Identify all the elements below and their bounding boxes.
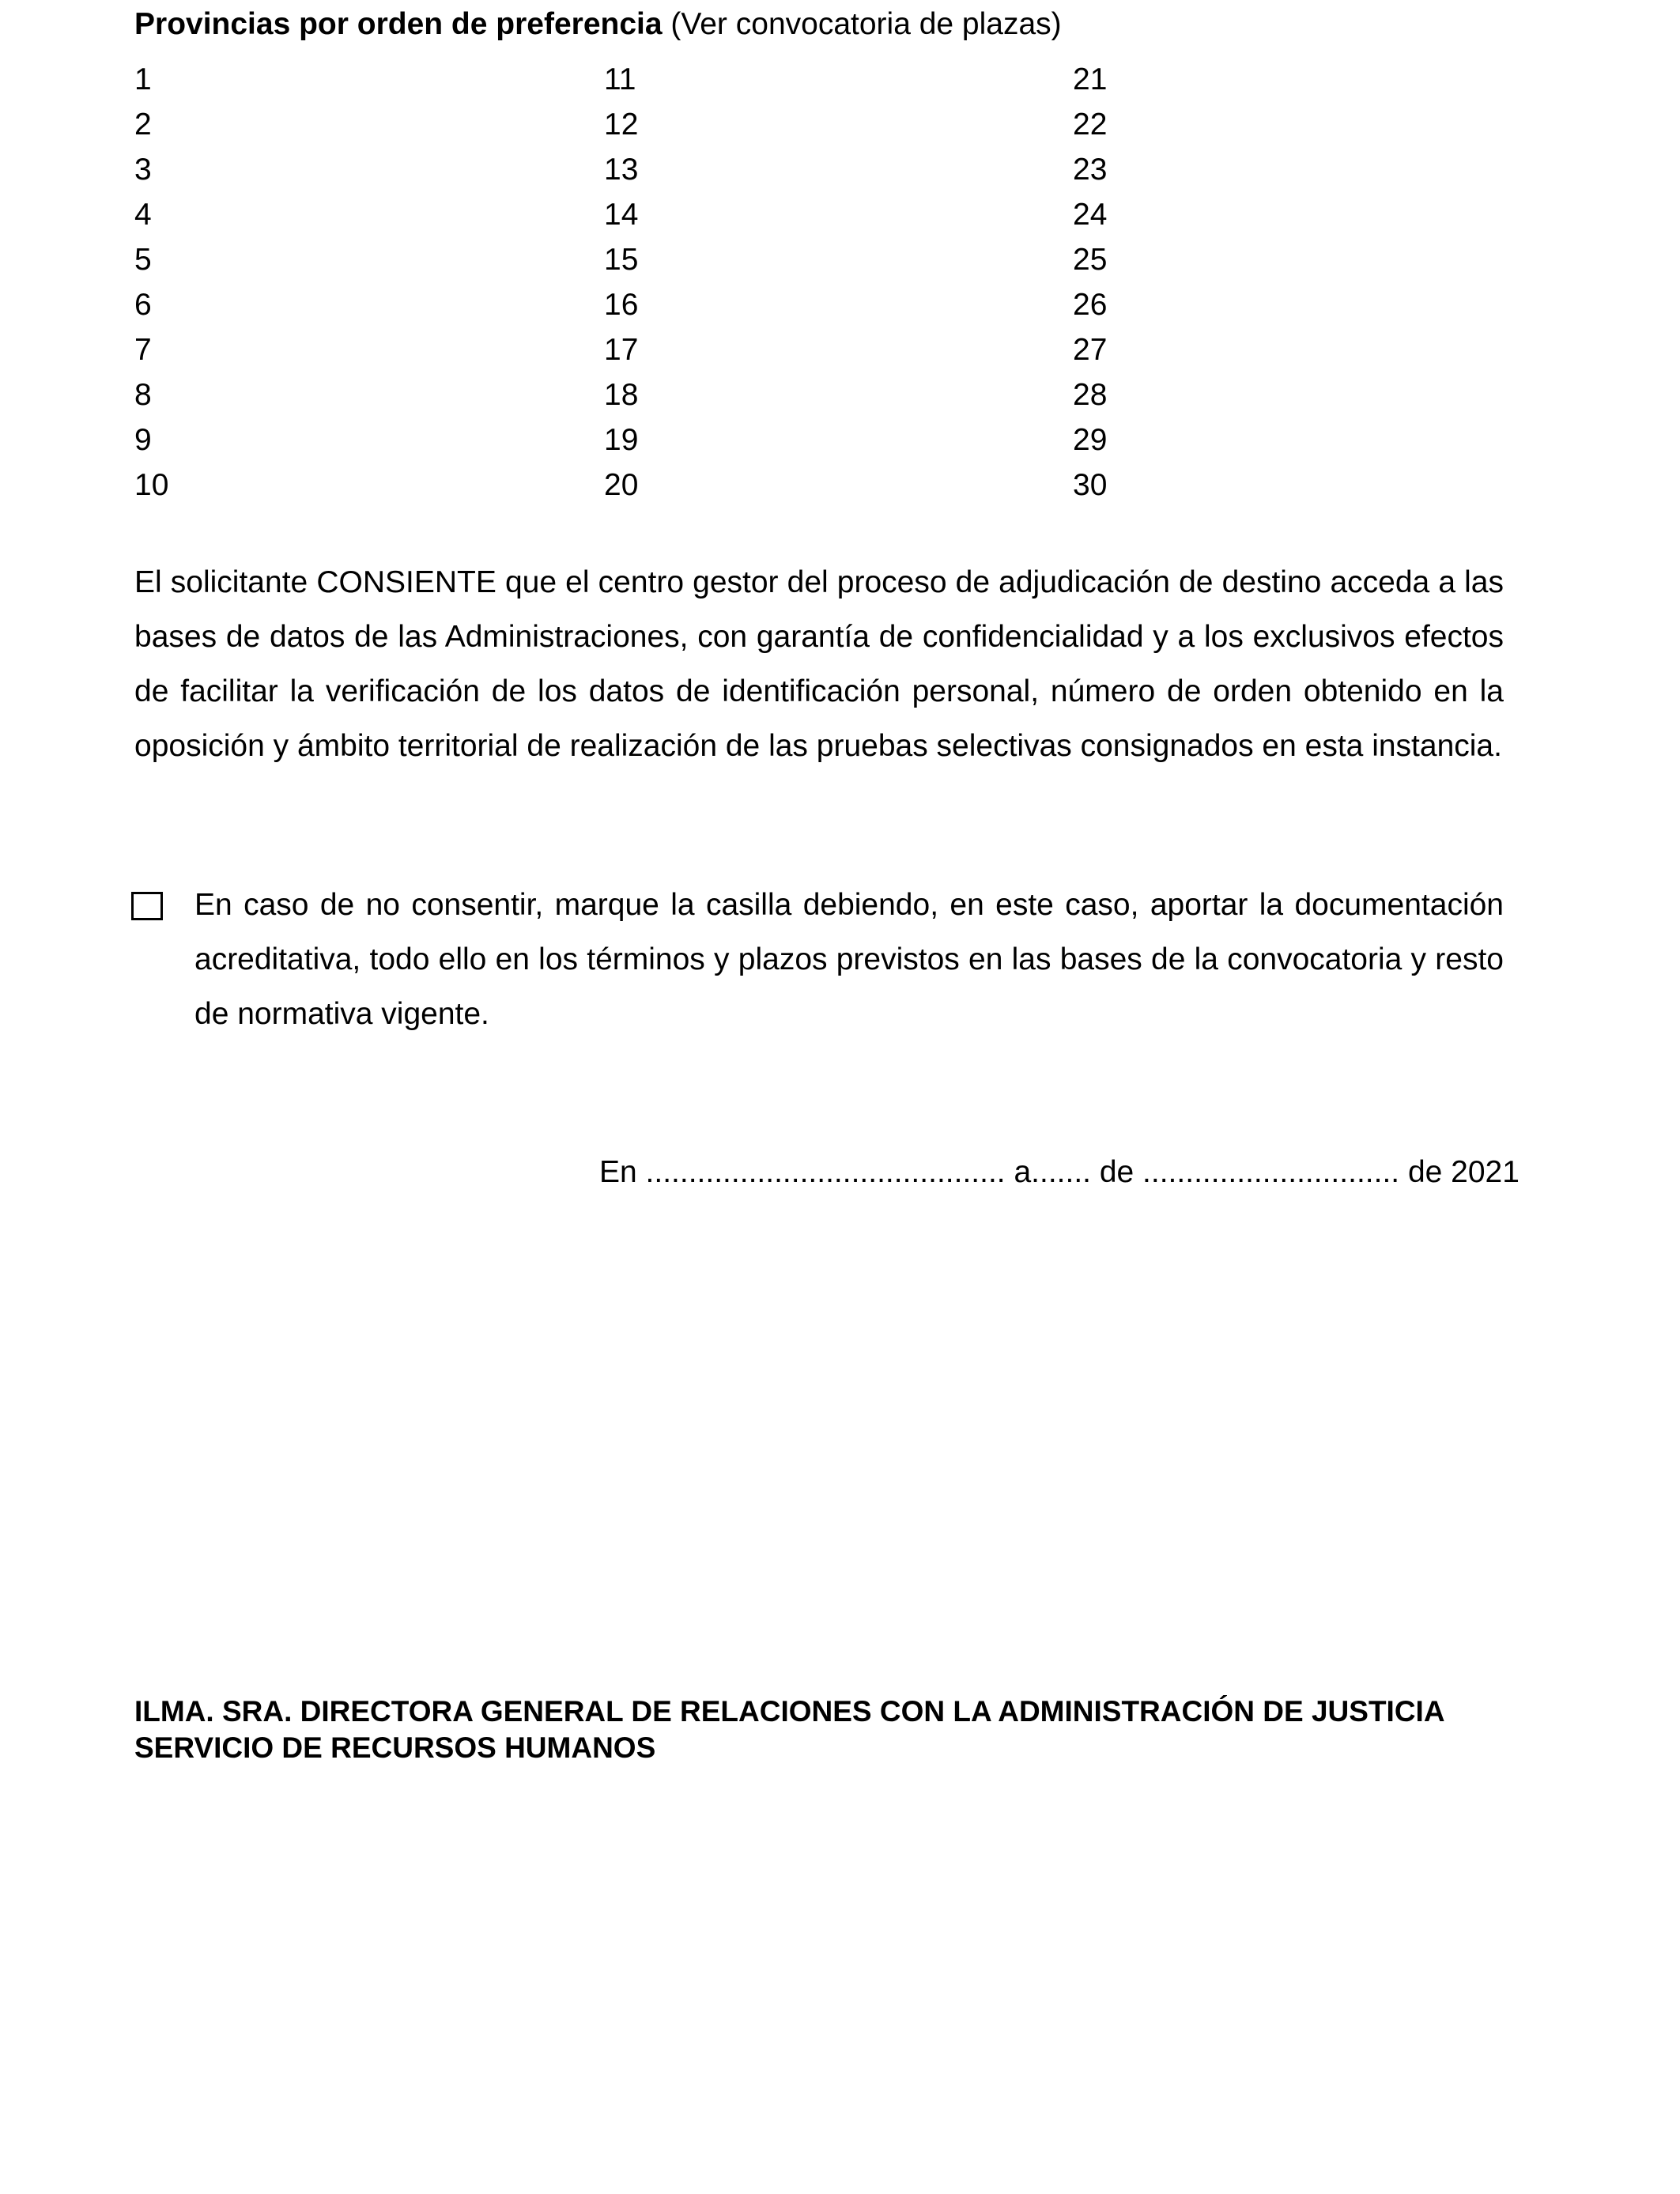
preference-number: 7 [134,333,152,367]
preference-number: 5 [134,243,152,277]
preference-number: 23 [1073,153,1108,187]
preference-number: 21 [1073,62,1108,96]
preference-number: 11 [604,62,636,96]
preference-number: 18 [604,378,639,412]
provinces-heading-note: (Ver convocatoria de plazas) [662,7,1062,41]
preference-number: 1 [134,62,152,96]
provinces-heading [134,5,1062,44]
preference-number: 25 [1073,243,1108,277]
preference-number: 3 [134,153,152,187]
preference-number: 22 [1073,108,1108,142]
recipient-line-2: SERVICIO DE RECURSOS HUMANOS [134,1731,656,1764]
preference-number: 4 [134,198,152,232]
preference-number: 30 [1073,468,1108,502]
consent-paragraph: El solicitante CONSIENTE que el centro gestor del proceso de adjudicación de destino acceda a las bases de datos de las Administraciones, con garantía de confidencialidad y a los exclusivos efectos de facilitar la verificación de los datos de identificación personal, número de orden obtenido en la oposición y ámbito territorial de realización de las pruebas selectivas consignados en esta instancia. [134,565,1504,763]
preference-number: 26 [1073,288,1108,322]
preference-number: 17 [604,333,639,367]
no-consent-paragraph: En caso de no consentir, marque la casilla debiendo, en este caso, aportar la documentación acreditativa, todo ello en los términos y plazos previstos en las bases de la convocatoria y resto de normativa vigente. [194,888,1504,1031]
preference-number: 28 [1073,378,1108,412]
preference-number: 14 [604,198,639,232]
preference-column-3 [1073,57,1231,508]
preference-number: 9 [134,423,152,457]
recipient-line-1: ILMA. SRA. DIRECTORA GENERAL DE RELACIONES CON LA ADMINISTRACIÓN DE JUSTICIA [134,1695,1445,1728]
preference-column-2 [604,57,762,508]
preference-number: 19 [604,423,639,457]
preference-number: 27 [1073,333,1108,367]
preference-column-1 [134,57,293,508]
preference-number: 6 [134,288,152,322]
preference-number: 16 [604,288,639,322]
preference-number: 24 [1073,198,1108,232]
preference-number: 12 [604,108,639,142]
provinces-heading-bold: Provincias por orden de preferencia [134,7,663,41]
preference-number: 2 [134,108,152,142]
preference-number: 15 [604,243,639,277]
place-date-line: En .......................................... a....... de .............................. de 2021 [599,1155,1520,1189]
preference-number: 8 [134,378,152,412]
no-consent-checkbox[interactable] [131,892,163,920]
preference-number: 10 [134,468,169,502]
recipient-address [134,1694,1445,1766]
preference-number: 29 [1073,423,1108,457]
preference-number: 20 [604,468,639,502]
preference-number: 13 [604,153,639,187]
